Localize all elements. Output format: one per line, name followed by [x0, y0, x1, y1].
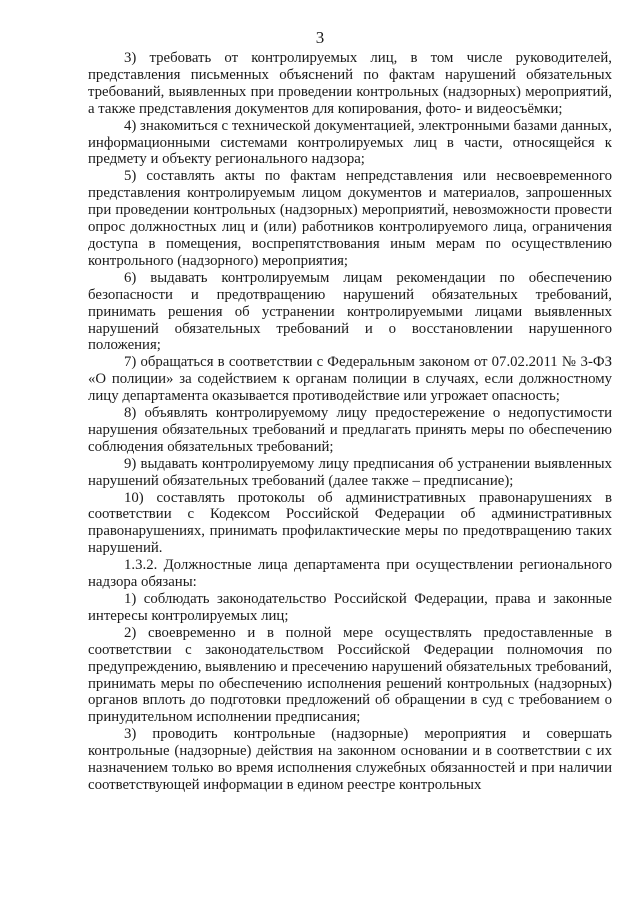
paragraph-item-1-duties: 1) соблюдать законодательство Российской Федерации, права и законные интересы контролируемых лиц; — [88, 591, 612, 624]
paragraph-item-4-rights: 4) знакомиться с технической документацией, электронными базами данных, информационными системами контролируемых лиц в части, относящейся к предмету и объекту регионального надзора; — [88, 117, 612, 168]
paragraph-item-5-rights: 5) составлять акты по фактам непредставления или несвоевременного представления контролируемым лицом документов и материалов, запрошенных при проведении контрольных (надзорных) мероприятий, невозможности провести опрос должностных лиц и (или) работников контролируемого лица, ограничения доступа в помещения, воспрепятствования иным мерам по осуществлению контрольного (надзорного) мероприятия; — [88, 168, 612, 269]
paragraph-item-9-rights: 9) выдавать контролируемому лицу предписания об устранении выявленных нарушений обязательных требований (далее также – предписание); — [88, 455, 612, 489]
paragraph-section-1-3-2: 1.3.2. Должностные лица департамента при осуществлении регионального надзора обязаны: — [88, 557, 612, 591]
paragraph-item-6-rights: 6) выдавать контролируемым лицам рекомендации по обеспечению безопасности и предотвращению нарушений обязательных требований, принимать решения об устранении контролируемыми лицами выявленных нарушений обязательных требований и о восстановлении нарушенного положения; — [88, 269, 612, 354]
document-body — [88, 50, 612, 794]
paragraph-item-8-rights: 8) объявлять контролируемому лицу предостережение о недопустимости нарушения обязательных требований и предлагать принять меры по обеспечению соблюдения обязательных требований; — [88, 405, 612, 455]
paragraph-item-10-rights: 10) составлять протоколы об административных правонарушениях в соответствии с Кодексом Российской Федерации об административных правонарушениях, принимать профилактические меры по предотвращению таких нарушений. — [88, 489, 612, 557]
paragraph-item-2-duties: 2) своевременно и в полной мере осуществлять предоставленные в соответствии с законодательством Российской Федерации полномочия по предупреждению, выявлению и пресечению нарушений обязательных требований, принимать меры по обеспечению исполнения решений контрольных (надзорных) органов вплоть до подготовки предложений об обращении в суд с требованием о принудительном исполнении предписания; — [88, 624, 612, 726]
page-number: 3 — [315, 28, 325, 47]
paragraph-item-3-rights: 3) требовать от контролируемых лиц, в том числе руководителей, представления письменных объяснений по фактам нарушений обязательных требований, выявленных при проведении контрольных (надзорных) мероприятий, а также представления документов для копирования, фото- и видеосъёмки; — [88, 50, 612, 117]
paragraph-item-7-rights: 7) обращаться в соответствии с Федеральным законом от 07.02.2011 № 3-ФЗ «О полиции» за содействием к органам полиции в случаях, если должностному лицу департамента оказывается противодействие или угрожает опасность; — [88, 354, 612, 405]
paragraph-item-3-duties: 3) проводить контрольные (надзорные) мероприятия и совершать контрольные (надзорные) действия на законном основании и в соответствии с их назначением только во время исполнения служебных обязанностей и при наличии соответствующей информации в едином реестре контрольных — [88, 726, 612, 793]
